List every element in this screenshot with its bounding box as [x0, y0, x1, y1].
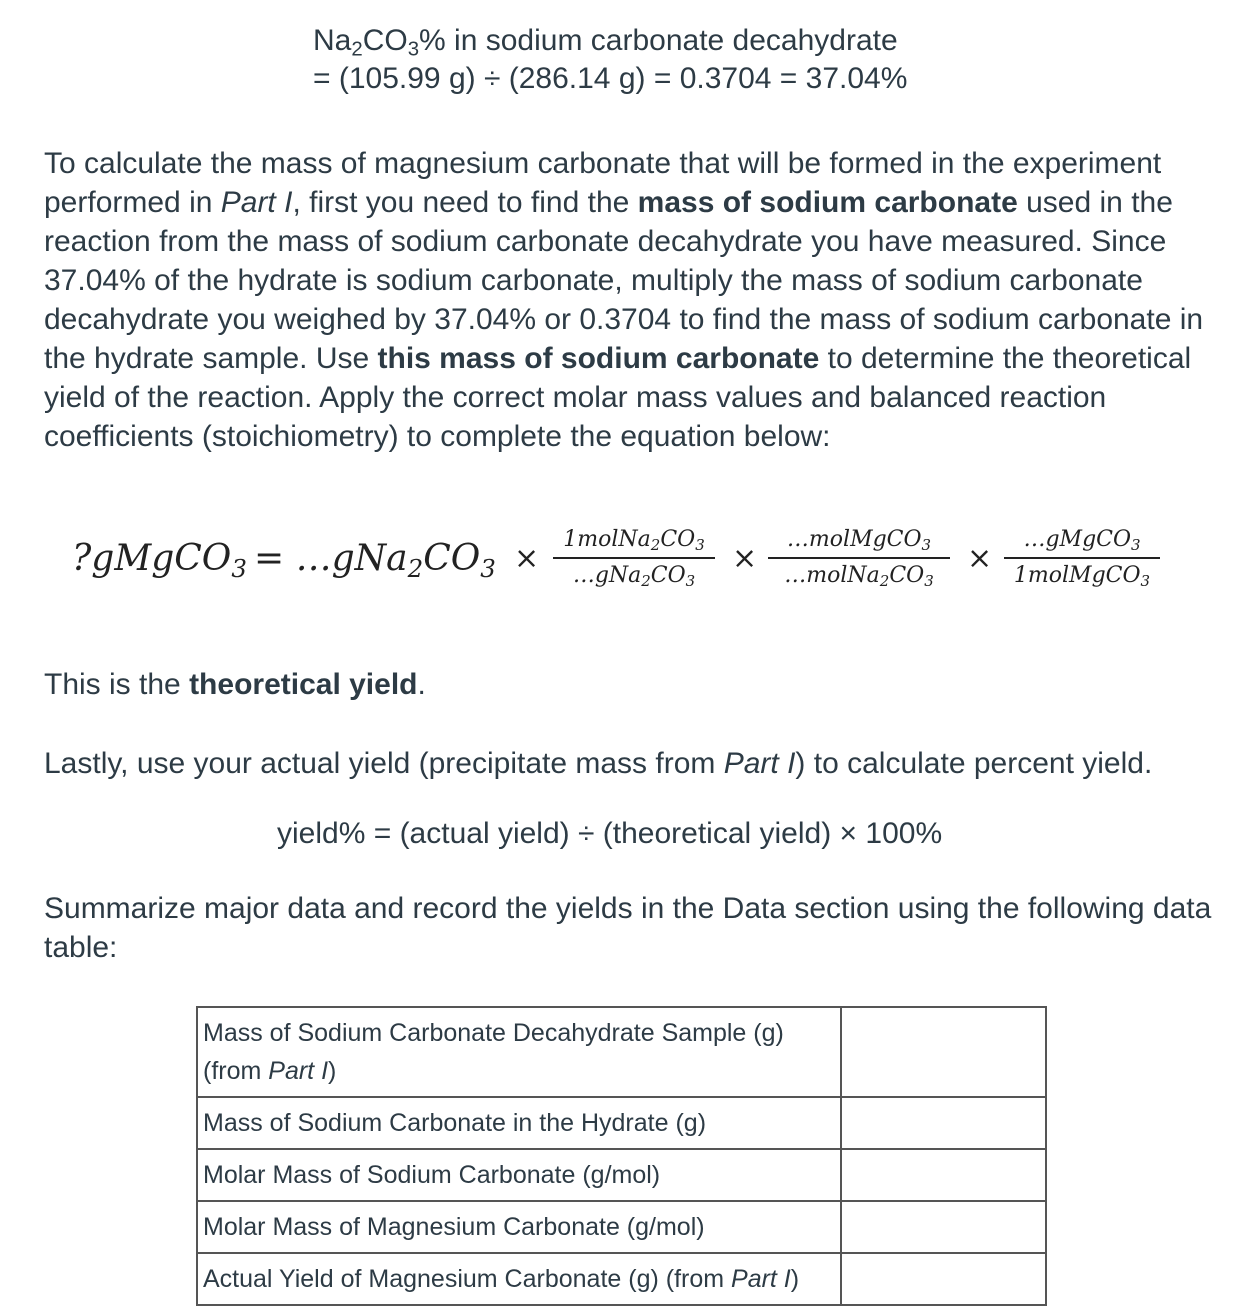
times-sign: ×: [732, 541, 758, 576]
table-value-cell[interactable]: [841, 1149, 1046, 1201]
subscript: 3: [921, 536, 932, 555]
table-value-cell[interactable]: [841, 1007, 1046, 1097]
emphasis-part-i: Part I: [723, 747, 796, 780]
subscript: 2: [879, 572, 890, 591]
text: This is the: [44, 668, 190, 701]
subscript: 3: [695, 536, 705, 555]
table-row: [197, 1097, 1046, 1149]
stoichiometry-equation: [72, 525, 1192, 595]
fraction-bar: [768, 557, 950, 559]
bold-theoretical-yield: theoretical yield: [189, 668, 418, 701]
table-label-carbonate-mass: Mass of Sodium Carbonate in the Hydrate (g): [197, 1097, 841, 1149]
text: used in the reaction from the mass of sodium carbonate decahydrate you have measured. Since 37.04% of the hydrate is sodium carbonate, multiply the mass of sodium carbonate decahydrate you weighed by 37.04% or 0.3704 to find the mass of sodium carbonate in the hydrate sample. Use: [44, 186, 1204, 375]
math-lhs: [72, 537, 247, 581]
table-label-molar-mass-na2co3: Molar Mass of Sodium Carbonate (g/mol): [197, 1149, 841, 1201]
subscript: 3: [407, 38, 420, 61]
math-text: …molMgCO: [786, 527, 922, 552]
emphasis-part-i: Part I: [268, 1057, 329, 1085]
top-equation: [313, 22, 907, 98]
times-sign: ×: [967, 541, 993, 576]
math-text: 1molMgCO: [1013, 563, 1141, 588]
subscript: 3: [924, 572, 934, 591]
table-row: [197, 1201, 1046, 1253]
table-row: [197, 1149, 1046, 1201]
math-text: 1molNa: [563, 527, 651, 552]
percent-yield-instruction: [44, 744, 1224, 783]
math-text: CO: [650, 563, 686, 588]
subscript: 2: [407, 553, 424, 583]
fraction-2-numerator: [768, 525, 950, 555]
math-eq: [254, 537, 496, 581]
subscript: 3: [1131, 536, 1141, 555]
fraction-2-denominator: [768, 561, 950, 591]
bold-this-mass: this mass of sodium carbonate: [377, 342, 820, 375]
formula-text: % in sodium carbonate decahydrate: [419, 24, 898, 57]
text: to determine the theoretical yield of the reaction. Apply the correct molar mass values and balanced reaction coefficients (stoichiometry) to complete the equation below:: [44, 342, 1192, 453]
emphasis-part-i: Part I: [731, 1265, 791, 1293]
text: .: [417, 668, 426, 701]
table-label-decahydrate-mass: [197, 1007, 841, 1097]
label-text: Actual Yield of Magnesium Carbonate (g) (from: [203, 1265, 732, 1293]
math-text: = …gNa: [254, 538, 408, 579]
math-text: …molNa: [784, 563, 880, 588]
table-label-molar-mass-mgco3: Molar Mass of Magnesium Carbonate (g/mol): [197, 1201, 841, 1253]
summary-instruction: Summarize major data and record the yields in the Data section using the following data table:: [44, 892, 1212, 964]
math-text: CO: [889, 563, 925, 588]
times-sign: ×: [514, 541, 540, 576]
math-text: CO: [660, 527, 696, 552]
yield-equation: yield% = (actual yield) ÷ (theoretical yield) × 100%: [277, 817, 943, 850]
formula-text: CO: [362, 24, 408, 57]
subscript: 3: [1140, 572, 1151, 591]
subscript: 2: [650, 536, 661, 555]
formula-text: Na: [313, 24, 352, 57]
label-text: ): [790, 1265, 800, 1293]
label-text: Mass of Sodium Carbonate Decahydrate Sample (g) (from: [203, 1019, 784, 1085]
instructions-paragraph: [44, 144, 1224, 456]
table-row: [197, 1253, 1046, 1305]
fraction-3-numerator: [1004, 525, 1160, 555]
data-table: [196, 1006, 1047, 1306]
fraction-bar: [1004, 557, 1160, 559]
top-equation-line1: [313, 22, 907, 60]
fraction-bar: [553, 557, 715, 559]
table-value-cell[interactable]: [841, 1097, 1046, 1149]
theoretical-yield-note: [44, 665, 1224, 704]
text: ) to calculate percent yield.: [795, 747, 1153, 780]
math-text: CO: [423, 538, 481, 579]
bold-mass-sodium-carbonate: mass of sodium carbonate: [637, 186, 1018, 219]
math-text: …gMgCO: [1023, 527, 1132, 552]
table-label-actual-yield: [197, 1253, 841, 1305]
fraction-3-denominator: [1004, 561, 1160, 591]
table-value-cell[interactable]: [841, 1253, 1046, 1305]
math-text: …gNa: [572, 563, 642, 588]
math-text: ?gMgCO: [72, 538, 232, 579]
subscript: 3: [685, 572, 696, 591]
fraction-2: [768, 525, 950, 591]
label-text: ): [328, 1057, 337, 1085]
fraction-1-denominator: [553, 561, 715, 591]
subscript: 2: [351, 38, 363, 61]
subscript: 3: [231, 553, 247, 583]
text: , first you need to find the: [292, 186, 638, 219]
fraction-1: [553, 525, 715, 591]
text: To calculate the mass of magnesium carbonate that will be formed in the experiment performed in: [44, 147, 1162, 219]
table-row: [197, 1007, 1046, 1097]
subscript: 2: [641, 572, 651, 591]
subscript: 3: [480, 553, 496, 583]
emphasis-part-i: Part I: [220, 186, 293, 219]
table-value-cell[interactable]: [841, 1201, 1046, 1253]
text: Lastly, use your actual yield (precipitate mass from: [44, 747, 724, 780]
fraction-1-numerator: [553, 525, 715, 555]
top-equation-line2: = (105.99 g) ÷ (286.14 g) = 0.3704 = 37.04%: [313, 62, 908, 95]
fraction-3: [1004, 525, 1160, 591]
